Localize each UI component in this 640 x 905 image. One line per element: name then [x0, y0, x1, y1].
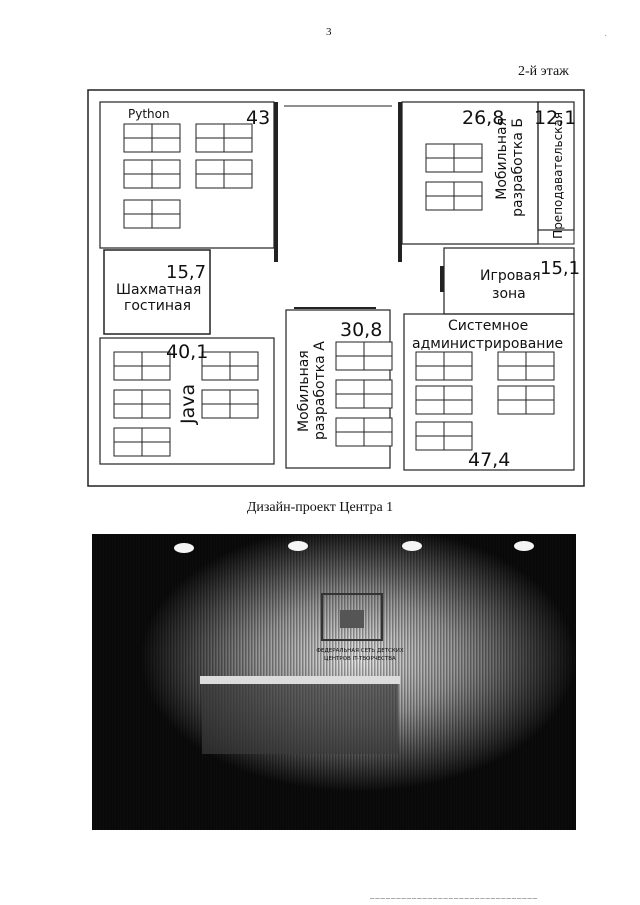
java-area: 40,1 [166, 341, 209, 363]
mobile-b-line1: Мобильная [494, 118, 510, 200]
chess-line2: гостиная [124, 298, 192, 314]
logo-icon [340, 610, 364, 628]
page-number: 3 [326, 26, 332, 38]
mobile-a-line1: Мобильная [296, 350, 312, 432]
sysadmin-line2: администрирование [412, 336, 564, 352]
center-photo [92, 534, 576, 830]
mobile-a-area: 30,8 [340, 319, 383, 341]
teachers-area: 12,1 [534, 107, 577, 129]
game-line1: Игровая [480, 268, 541, 284]
java-name: Java [177, 383, 199, 424]
sign-line1: ФЕДЕРАЛЬНАЯ СЕТЬ ДЕТСКИХ [316, 648, 404, 654]
ceiling-light [514, 541, 534, 551]
mobile-b-area: 26,8 [462, 107, 505, 129]
sysadmin-area: 47,4 [468, 449, 511, 471]
ceiling-light [174, 543, 194, 553]
chess-area: 15,7 [166, 262, 207, 283]
wall [274, 102, 278, 262]
teachers-name: Преподавательская [551, 112, 565, 239]
scan-mark: · [604, 30, 608, 41]
floor-plan [86, 88, 586, 488]
sysadmin-line1: Системное [448, 318, 529, 334]
reception-desk-top [200, 676, 400, 684]
floor-label: 2-й этаж [518, 64, 569, 79]
plan-caption: Дизайн-проект Центра 1 [246, 500, 394, 515]
python-area: 43 [246, 107, 271, 129]
game-area: 15,1 [540, 258, 581, 279]
python-name: Python [128, 107, 170, 121]
game-line2: зона [492, 286, 526, 302]
ceiling-light [288, 541, 308, 551]
chess-line1: Шахматная [116, 282, 202, 298]
ceiling-light [402, 541, 422, 551]
mobile-a-line2: разработка А [312, 341, 328, 440]
mobile-b-line2: разработка Б [510, 118, 526, 217]
wall [398, 102, 402, 262]
scan-line: ──────────────────────────────── [370, 896, 539, 902]
sign-line2: ЦЕНТРОВ IT-ТВОРЧЕСТВА [324, 656, 396, 662]
reception-desk [202, 684, 398, 754]
